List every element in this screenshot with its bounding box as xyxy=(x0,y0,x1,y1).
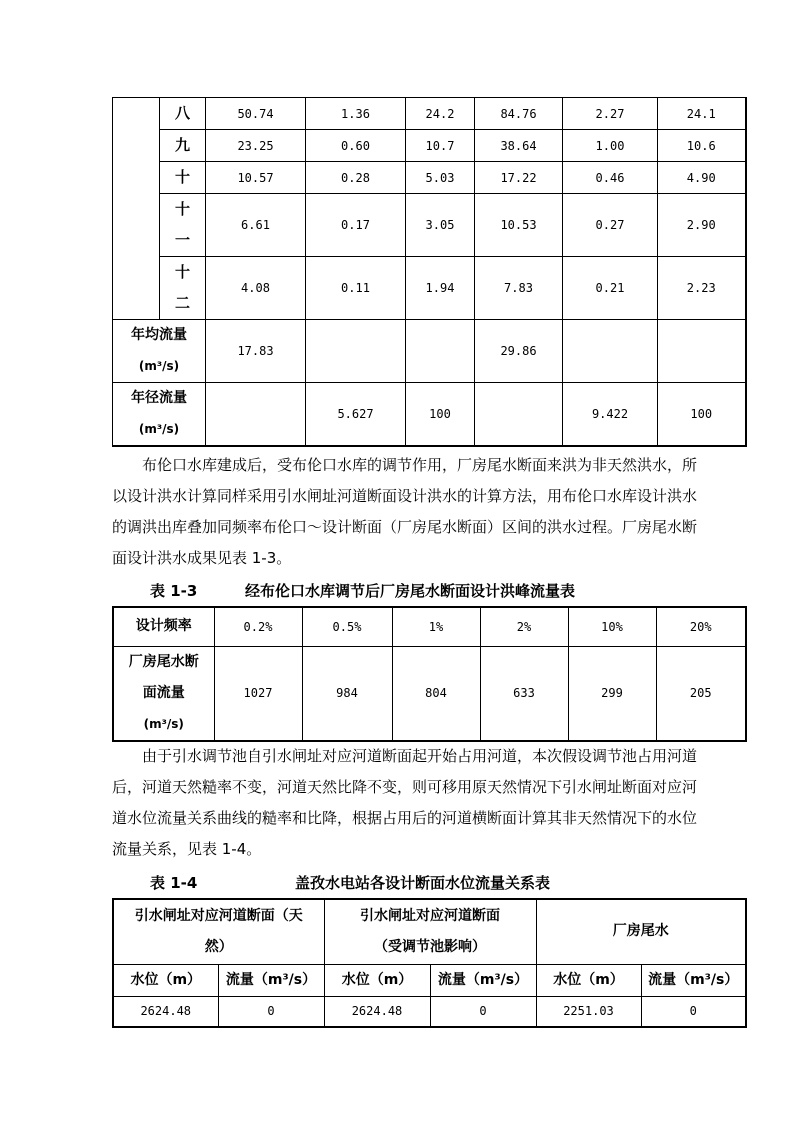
paragraph-rating-curve: 由于引水调节池自引水闸址对应河道断面起开始占用河道，本次假设调节池占用河道后，河道天然糙率不变，河道天然比降不变，则可移用原天然情况下引水闸址断面对应河道水位流量关系曲线的糙率和比降，根据占用后的河道横断面计算其非天然情况下的水位流量关系，见表 1-4。 xyxy=(112,747,698,858)
value-cell: 1.94 xyxy=(406,257,475,320)
caption-title: 经布伦口水库调节后厂房尾水断面设计洪峰流量表 xyxy=(245,582,576,600)
value-cell xyxy=(306,320,406,383)
value-cell: 3.05 xyxy=(406,194,475,257)
value-cell: 38.64 xyxy=(475,130,563,162)
table-row xyxy=(113,899,746,964)
value-cell: 17.22 xyxy=(475,162,563,194)
runoff-label: 年径流量 xyxy=(131,390,187,406)
month-cell: 九 xyxy=(160,130,206,162)
value-cell: 24.2 xyxy=(406,98,475,130)
table-monthly-flow xyxy=(112,97,747,447)
value-cell: 4.08 xyxy=(206,257,306,320)
flow-cell: 633 xyxy=(480,646,568,741)
value-cell: 1.36 xyxy=(306,98,406,130)
group-header-natural xyxy=(113,899,324,964)
value-cell: 1.00 xyxy=(563,130,658,162)
freq-cell: 0.5% xyxy=(302,607,392,646)
value-cell: 0.17 xyxy=(306,194,406,257)
value-cell xyxy=(475,383,563,447)
table-row xyxy=(113,257,746,320)
table-design-flood-peak xyxy=(112,606,747,742)
table-row xyxy=(113,98,746,130)
level-header: 水位（m） xyxy=(536,964,641,996)
annual-flow-label-cell xyxy=(113,320,206,383)
value-cell: 2251.03 xyxy=(536,996,641,1027)
freq-label-cell: 设计频率 xyxy=(113,607,214,646)
value-cell: 0.60 xyxy=(306,130,406,162)
group-header-line2: 然） xyxy=(204,938,233,955)
value-cell xyxy=(563,320,658,383)
value-cell: 10.53 xyxy=(475,194,563,257)
freq-cell: 2% xyxy=(480,607,568,646)
flow-label-line2: 面流量 xyxy=(142,684,185,701)
value-cell: 10.7 xyxy=(406,130,475,162)
value-cell: 100 xyxy=(658,383,746,447)
month-cell: 八 xyxy=(160,98,206,130)
flow-header: 流量（m³/s） xyxy=(218,964,324,996)
flow-label-line1: 厂房尾水断 xyxy=(128,653,199,670)
value-cell: 0 xyxy=(430,996,536,1027)
value-cell: 2.90 xyxy=(658,194,746,257)
value-cell: 0 xyxy=(218,996,324,1027)
flow-label-cell xyxy=(113,646,214,741)
freq-cell: 20% xyxy=(656,607,746,646)
table-1-3-caption xyxy=(150,580,670,601)
table-row xyxy=(113,996,746,1027)
table-row xyxy=(113,383,746,447)
value-cell: 24.1 xyxy=(658,98,746,130)
table-row xyxy=(113,162,746,194)
flow-cell: 984 xyxy=(302,646,392,741)
value-cell: 2.23 xyxy=(658,257,746,320)
value-cell: 50.74 xyxy=(206,98,306,130)
group-header-regulated xyxy=(324,899,536,964)
flow-cell: 804 xyxy=(392,646,480,741)
table-row xyxy=(113,320,746,383)
freq-cell: 10% xyxy=(568,607,656,646)
value-cell: 7.83 xyxy=(475,257,563,320)
flow-header: 流量（m³/s） xyxy=(641,964,746,996)
value-cell: 84.76 xyxy=(475,98,563,130)
annual-flow-unit: (m³/s) xyxy=(138,359,180,373)
flow-cell: 205 xyxy=(656,646,746,741)
caption-number: 表 1-3 xyxy=(150,582,198,600)
month-cell: 十 xyxy=(160,162,206,194)
value-cell: 10.57 xyxy=(206,162,306,194)
value-cell: 0 xyxy=(641,996,746,1027)
table-stage-discharge xyxy=(112,898,747,1028)
level-header: 水位（m） xyxy=(324,964,430,996)
flow-cell: 1027 xyxy=(214,646,302,741)
value-cell: 0.46 xyxy=(563,162,658,194)
caption-number: 表 1-4 xyxy=(150,874,198,892)
value-cell: 10.6 xyxy=(658,130,746,162)
value-cell: 0.28 xyxy=(306,162,406,194)
blank-group-cell xyxy=(113,98,160,320)
table-row xyxy=(113,607,746,646)
month-cell: 十 二 xyxy=(160,257,206,320)
value-cell: 0.27 xyxy=(563,194,658,257)
paragraph-flood-description: 布伦口水库建成后，受布伦口水库的调节作用，厂房尾水断面来洪为非天然洪水，所以设计洪水计算同样采用引水闸址河道断面设计洪水的计算方法，用布伦口水库设计洪水的调洪出库叠加同频率布伦口～设计断面（厂房尾水断面）区间的洪水过程。厂房尾水断面设计洪水成果见表 1-3。 xyxy=(112,456,698,567)
value-cell: 0.11 xyxy=(306,257,406,320)
value-cell: 29.86 xyxy=(475,320,563,383)
value-cell: 6.61 xyxy=(206,194,306,257)
caption-title: 盖孜水电站各设计断面水位流量关系表 xyxy=(295,874,551,892)
value-cell: 5.627 xyxy=(306,383,406,447)
runoff-label-cell xyxy=(113,383,206,447)
table-row xyxy=(113,964,746,996)
month-cell: 十 一 xyxy=(160,194,206,257)
table-row xyxy=(113,130,746,162)
value-cell: 17.83 xyxy=(206,320,306,383)
value-cell: 0.21 xyxy=(563,257,658,320)
table-row xyxy=(113,194,746,257)
flow-cell: 299 xyxy=(568,646,656,741)
value-cell: 2624.48 xyxy=(113,996,218,1027)
value-cell: 5.03 xyxy=(406,162,475,194)
value-cell: 9.422 xyxy=(563,383,658,447)
table-row xyxy=(113,646,746,741)
flow-label-unit: (m³/s) xyxy=(143,716,184,731)
runoff-unit: (m³/s) xyxy=(138,422,180,436)
value-cell: 2.27 xyxy=(563,98,658,130)
group-header-line1: 引水闸址对应河道断面（天 xyxy=(134,907,303,924)
annual-flow-label: 年均流量 xyxy=(131,327,187,343)
value-cell xyxy=(406,320,475,383)
value-cell: 2624.48 xyxy=(324,996,430,1027)
group-header-tailrace: 厂房尾水 xyxy=(536,899,746,964)
freq-cell: 1% xyxy=(392,607,480,646)
group-header-line2: （受调节池影响） xyxy=(374,938,486,955)
group-header-line1: 引水闸址对应河道断面 xyxy=(360,907,500,924)
freq-cell: 0.2% xyxy=(214,607,302,646)
value-cell xyxy=(658,320,746,383)
level-header: 水位（m） xyxy=(113,964,218,996)
value-cell: 4.90 xyxy=(658,162,746,194)
flow-header: 流量（m³/s） xyxy=(430,964,536,996)
value-cell xyxy=(206,383,306,447)
value-cell: 23.25 xyxy=(206,130,306,162)
value-cell: 100 xyxy=(406,383,475,447)
table-1-4-caption xyxy=(150,872,670,893)
